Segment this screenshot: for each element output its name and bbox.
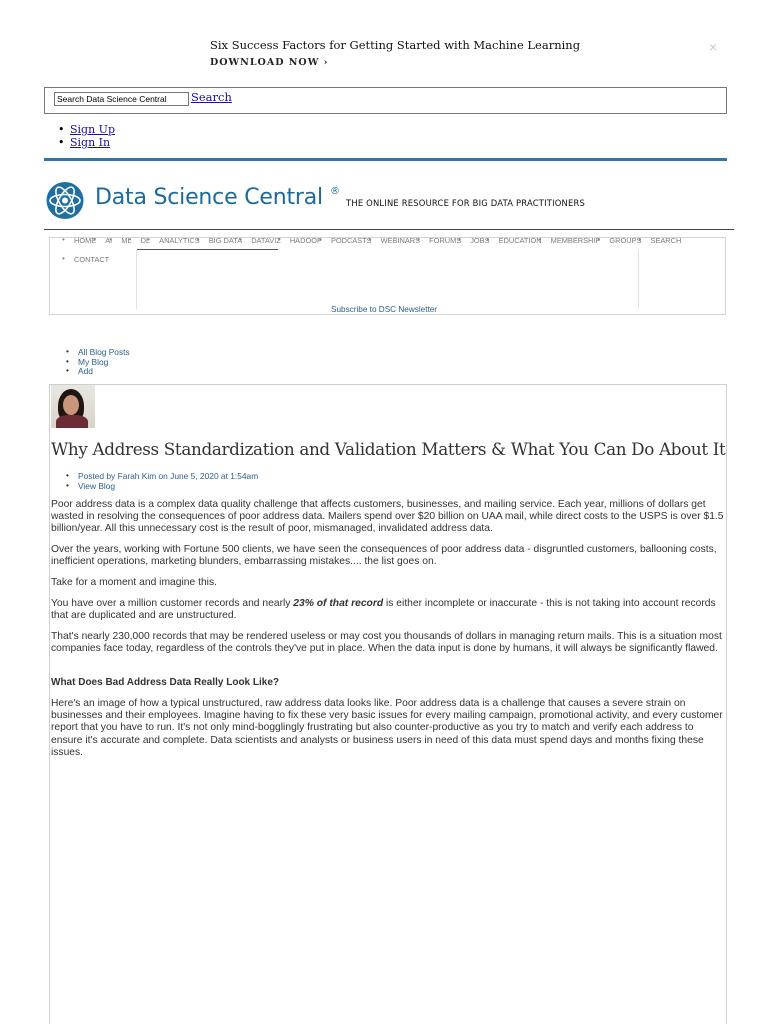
atom-logo-icon[interactable] (44, 181, 86, 220)
article-paragraph-2: Over the years, working with Fortune 500 clients, we have seen the consequences of poor address data - disgruntled customers, ballooning costs, inefficient operations, marketing blunders, embarrassing mistakes.... the list goes on. (51, 544, 717, 568)
p4-text-before: You have over a million customer records and nearly (51, 598, 294, 609)
header-divider (44, 158, 727, 161)
brand-name[interactable]: Data Science Central (95, 185, 323, 210)
article-paragraph-6: Here's an image of how a typical unstructured, raw address data looks like. Poor address data is a challenge that causes a severe strain on businesses and their employees. Imagine having to fix these very basic issues for every mailing campaign, promotional activity, and every customer report that you have to run. It's not only mind-bogglingly frustrating but also counter-productive as you try to match and verify each address to ensure it's accurate and complete. Data scientists and analysts or business users in need of this data must spend days and months fixing these issues. (51, 698, 723, 758)
search-bar (44, 87, 727, 114)
posted-by[interactable]: • Posted by Farah Kim on June 5, 2020 at 1:54am (66, 471, 258, 481)
p4-text-after: is either incomplete or inaccurate - this is not taking into account records that are duplicated and are unstructured. (51, 598, 716, 622)
subscribe-newsletter-link[interactable]: Subscribe to DSC Newsletter (331, 305, 438, 314)
nav-divider-left (136, 250, 137, 309)
add-blog-link[interactable]: • Add (66, 366, 130, 376)
p4-emphasis: 23% of that record (293, 598, 384, 609)
view-blog-link[interactable]: • View Blog (66, 481, 258, 491)
nav-divider-right (638, 250, 639, 309)
nav-item-big-data[interactable]: • BIG DATA (209, 236, 242, 245)
my-blog-link[interactable]: • My Blog (66, 357, 130, 367)
nav-menu (74, 236, 688, 245)
article-subheading: What Does Bad Address Data Really Look Like? (51, 677, 280, 688)
brand-tagline: THE ONLINE RESOURCE FOR BIG DATA PRACTITIONERS (346, 198, 586, 208)
nav-item-search[interactable]: • SEARCH (651, 236, 682, 245)
avatar-body (56, 415, 88, 428)
nav-menu-row-2 (74, 255, 109, 264)
nav-item-ml[interactable]: • ML (121, 236, 131, 245)
auth-links (58, 123, 115, 149)
registered-mark: ® (330, 186, 340, 197)
author-avatar[interactable] (51, 385, 95, 428)
nav-item-groups[interactable]: • GROUPS (609, 236, 641, 245)
nav-item-jobs[interactable]: • JOBS (470, 236, 489, 245)
blog-nav (66, 347, 130, 376)
sign-up-link[interactable]: Sign Up (70, 123, 115, 136)
avatar-face (63, 395, 79, 415)
auth-item (58, 123, 115, 136)
nav-item-contact[interactable]: • CONTACT (74, 255, 109, 264)
all-blog-posts-link[interactable]: • All Blog Posts (66, 347, 130, 357)
article-paragraph-4 (51, 598, 727, 622)
nav-item-podcasts[interactable]: • PODCASTS (331, 236, 372, 245)
nav-item-webinars[interactable]: • WEBINARS (381, 236, 420, 245)
close-icon[interactable]: × (709, 39, 718, 55)
sign-in-link[interactable]: Sign In (70, 136, 111, 149)
nav-item-dl[interactable]: • DL (141, 236, 150, 245)
nav-active-underline (137, 249, 278, 250)
search-input[interactable] (54, 92, 189, 106)
nav-item-ai[interactable]: • AI (105, 236, 112, 245)
article-paragraph-5: That's nearly 230,000 records that may be rendered useless or may cost you thousands of dollars in managing return mails. This is a situation most companies face today, regardless of the controls they've put in place. When the data input is done by humans, it will always be significantly flawed. (51, 631, 722, 655)
promo-title[interactable]: Six Success Factors for Getting Started with Machine Learning (210, 38, 581, 52)
article-paragraph-1: Poor address data is a complex data quality challenge that affects customers, businesses, and mailing service. Each year, millions of dollars get wasted in resolving the consequences of poor address data. Mailers spend over $20 billion on UAA mail, while direct costs to the USPS is over $1.5 billion/year. All this unnecessary cost is the result of poor, mismanaged, invalidated address data. (51, 499, 724, 535)
promo-banner (210, 38, 580, 68)
nav-item-membership[interactable]: • MEMBERSHIP (551, 236, 601, 245)
nav-item-dataviz[interactable]: • DATAVIZ (251, 236, 281, 245)
nav-item-analytics[interactable]: • ANALYTICS (159, 236, 200, 245)
download-now-link[interactable]: DOWNLOAD NOW › (210, 57, 329, 68)
nav-item-forums[interactable]: • FORUMS (429, 236, 461, 245)
nav-item-education[interactable]: • EDUCATION (499, 236, 542, 245)
logo-divider (44, 229, 734, 230)
post-meta (66, 471, 258, 491)
article-paragraph-3: Take for a moment and imagine this. (51, 577, 217, 588)
search-link[interactable]: Search (191, 90, 232, 104)
nav-item-home[interactable]: • HOME (74, 236, 96, 245)
auth-item (58, 136, 115, 149)
nav-item-hadoop[interactable]: • HADOOP (290, 236, 322, 245)
article-title: Why Address Standardization and Validation Matters & What You Can Do About It (51, 439, 726, 459)
